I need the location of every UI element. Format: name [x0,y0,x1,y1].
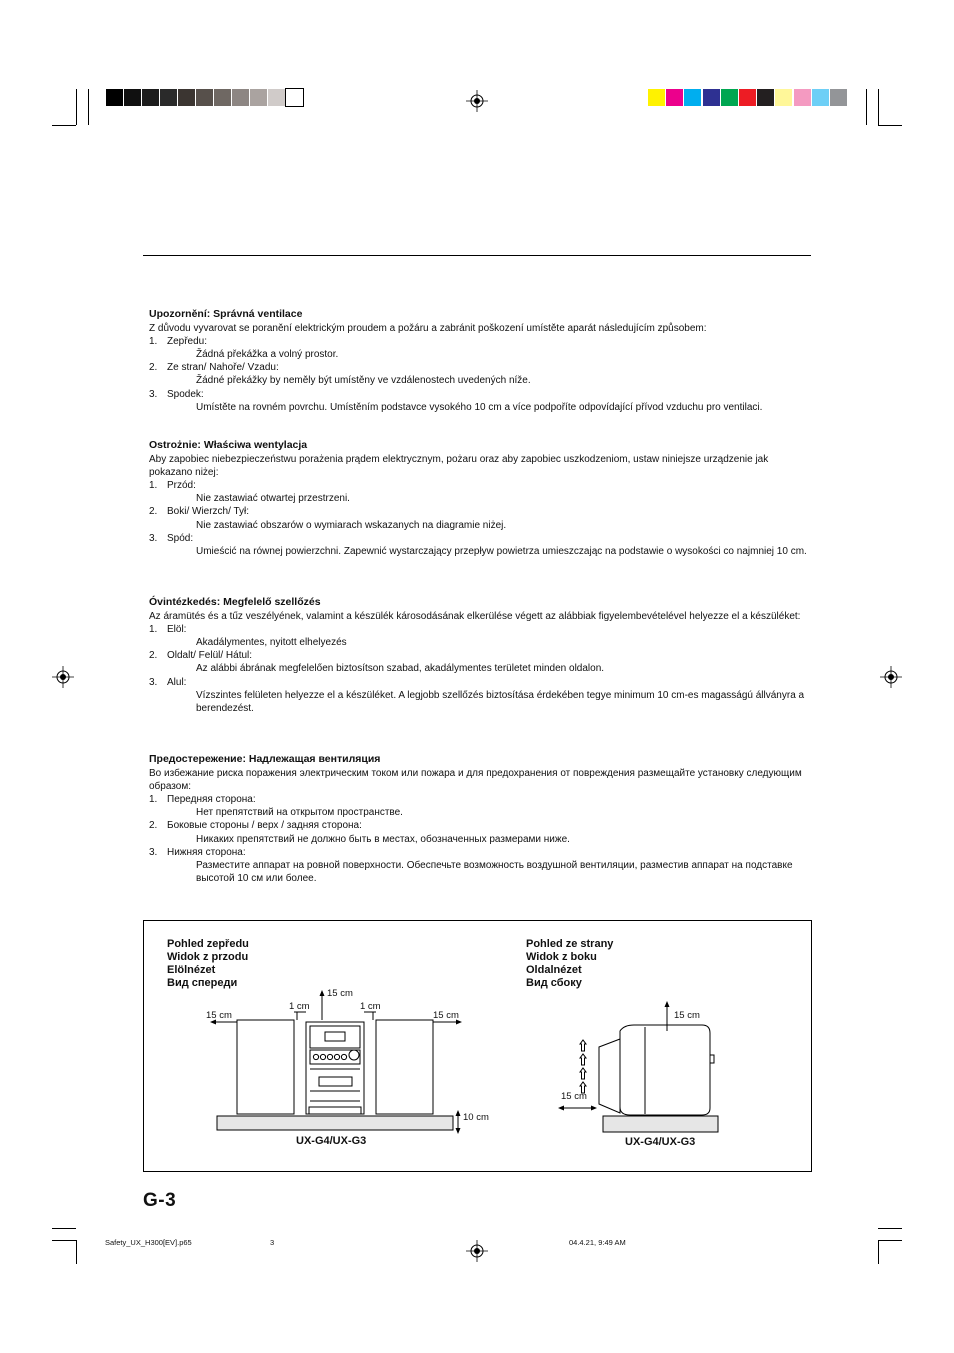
side-dim-front: 15 cm [561,1091,587,1102]
front-dim-gap-left: 1 cm [289,1001,310,1012]
section-intro: Z důvodu vyvarovat se poranění elektrickým proudem a požáru a zabránit poškození umístěte aparát následujícím způsobem: [149,323,707,335]
ventilation-section [149,596,809,715]
list-item-label: Spód: [167,532,194,544]
list-item [149,335,809,348]
list-item [149,388,809,401]
list-item-number: 2. [149,362,158,374]
list-item-detail: Žádná překážka a volný prostor. [196,349,339,361]
list-item [149,623,809,636]
front-dim-bottom: 10 cm [463,1112,489,1123]
front-model-label: UX-G4/UX-G3 [296,1135,367,1147]
color-swatch [757,89,774,106]
front-view-label-pl: Widok z przodu [167,951,249,963]
color-swatch [703,89,720,106]
list-item-number: 3. [149,676,158,688]
list-item-number: 2. [149,650,158,662]
side-view-label-hu: Oldalnézet [526,964,582,976]
color-swatch [794,89,811,106]
list-item-number: 1. [149,794,158,806]
footer-page: 3 [270,1238,275,1247]
front-view-label-hu: Elölnézet [167,964,216,976]
footer-file: Safety_UX_H300[EV].p65 [105,1238,192,1247]
list-item [149,532,809,545]
section-heading: Upozornění: Správná ventilace [149,308,303,320]
list-item-label: Boki/ Wierzch/ Tył: [167,506,250,518]
color-swatch [648,89,665,106]
list-item-number: 2. [149,506,158,518]
list-item-number: 3. [149,388,158,400]
front-dim-right: 15 cm [433,1010,459,1021]
side-dim-top: 15 cm [674,1010,700,1021]
registration-mark-left [52,666,74,688]
list-item-detail: Nie zastawiać otwartej przestrzeni. [196,493,350,505]
section-heading: Предостережение: Надлежащая вентиляция [149,753,381,765]
list-item-detail: Umieścić na równej powierzchni. Zapewnić wystarczający przepływ powietrza umieszczając na podstawie o wysokości co najmniej 10 cm. [196,545,807,557]
front-dim-gap-right: 1 cm [360,1001,381,1012]
ventilation-section [149,753,809,885]
front-dim-top: 15 cm [327,988,353,999]
section-heading: Óvintézkedés: Megfelelő szellőzés [149,596,321,608]
registration-mark-top [466,90,488,112]
list-item [149,649,809,662]
section-intro: Az áramütés és a tűz veszélyének, valamint a készülék károsodásának elkerülése végett az alábbiak figyelembevételével helyezze el a készüléket: [149,611,801,623]
list-item-number: 1. [149,480,158,492]
list-item [149,846,809,859]
list-item-label: Передняя сторона: [167,794,256,806]
list-item-label: Нижняя сторона: [167,846,246,858]
list-item-detail: Az alábbi ábrának megfelelően biztosítson szabad, akadálymentes területet minden oldalon. [196,663,605,675]
gray-swatch [106,89,123,106]
gray-swatch [124,89,141,106]
side-view-label-pl: Widok z boku [526,951,597,963]
gray-swatch [214,89,231,106]
list-item [149,479,809,492]
list-item-number: 1. [149,336,158,348]
color-swatch [721,89,738,106]
side-view-label-ru: Вид сбоку [526,977,582,989]
gray-swatch [250,89,267,106]
gray-swatch [268,89,285,106]
list-item [149,676,809,689]
registration-mark-right [880,666,902,688]
list-item-label: Ze stran/ Nahoře/ Vzadu: [167,362,279,374]
list-item-label: Elöl: [167,624,187,636]
front-view-label-cs: Pohled zepředu [167,938,249,950]
list-item-detail: Нет препятствий на открытом пространстве. [196,807,403,819]
gray-swatch [196,89,213,106]
section-intro: Во избежание риска поражения электрическим током или пожара и для предохранения от повреждения размещайте установку следующим образом: [149,768,802,793]
gray-swatch [178,89,195,106]
footer-timestamp: 04.4.21, 9:49 AM [569,1238,626,1247]
list-item-detail: Žádné překážky by neměly být umístěny ve vzdálenostech uvedených níže. [196,375,531,387]
list-item-number: 1. [149,624,158,636]
gray-swatch [232,89,249,106]
list-item-detail: Nie zastawiać obszarów o wymiarach wskazanych na diagramie niżej. [196,519,507,531]
list-item [149,819,809,832]
list-item-detail: Umístěte na rovném povrchu. Umístěním podstavce vysokého 10 cm a více podpoříte odpovídající přívod vzduchu pro ventilaci. [196,401,763,413]
color-swatch [666,89,683,106]
front-view-diagram [144,921,811,1171]
front-view-label-ru: Вид спереди [167,977,238,989]
section-heading: Ostrożnie: Właściwa wentylacja [149,439,308,451]
color-swatch [775,89,792,106]
list-item [149,361,809,374]
list-item [149,793,809,806]
header-rule [143,255,811,256]
list-item-label: Przód: [167,480,196,492]
list-item-label: Zepředu: [167,336,208,348]
list-item-number: 2. [149,820,158,832]
list-item-detail: Akadálymentes, nyitott elhelyezés [196,637,347,649]
color-swatch [812,89,829,106]
ventilation-section [149,308,809,414]
list-item-label: Spodek: [167,388,204,400]
side-view-label-cs: Pohled ze strany [526,938,614,950]
registration-mark-bottom [466,1240,488,1262]
front-dim-left: 15 cm [206,1010,232,1021]
color-swatch [739,89,756,106]
gray-swatch [160,89,177,106]
side-model-label: UX-G4/UX-G3 [625,1136,696,1148]
page-number: G-3 [143,1190,177,1211]
list-item-number: 3. [149,532,158,544]
color-swatch [684,89,701,106]
list-item-label: Боковые стороны / верх / задняя сторона: [167,820,362,832]
ventilation-figure [143,920,812,1172]
list-item [149,505,809,518]
section-intro: Aby zapobiec niebezpieczeństwu porażenia prądem elektrycznym, pożaru oraz aby zapobiec uszkodzeniom, ustaw niniejsze urządzenie jak pokazano niżej: [149,454,769,479]
list-item-detail: Никаких препятствий не должно быть в местах, обозначенных размерами ниже. [196,833,570,845]
list-item-number: 3. [149,846,158,858]
list-item-detail: Разместите аппарат на ровной поверхности. Обеспечьте возможность воздушной вентиляции, разместив аппарат на подставке высотой 10 см или более. [196,859,793,884]
ventilation-section [149,439,809,558]
list-item-label: Oldalt/ Felül/ Hátul: [167,650,253,662]
gray-swatch [286,89,303,106]
gray-swatch [142,89,159,106]
list-item-detail: Vízszintes felületen helyezze el a készüléket. A legjobb szellőzés biztosítása érdekében tegye minimum 10 cm-es magasságú állványra a berendezést. [196,689,805,714]
color-swatch [830,89,847,106]
list-item-label: Alul: [167,676,187,688]
